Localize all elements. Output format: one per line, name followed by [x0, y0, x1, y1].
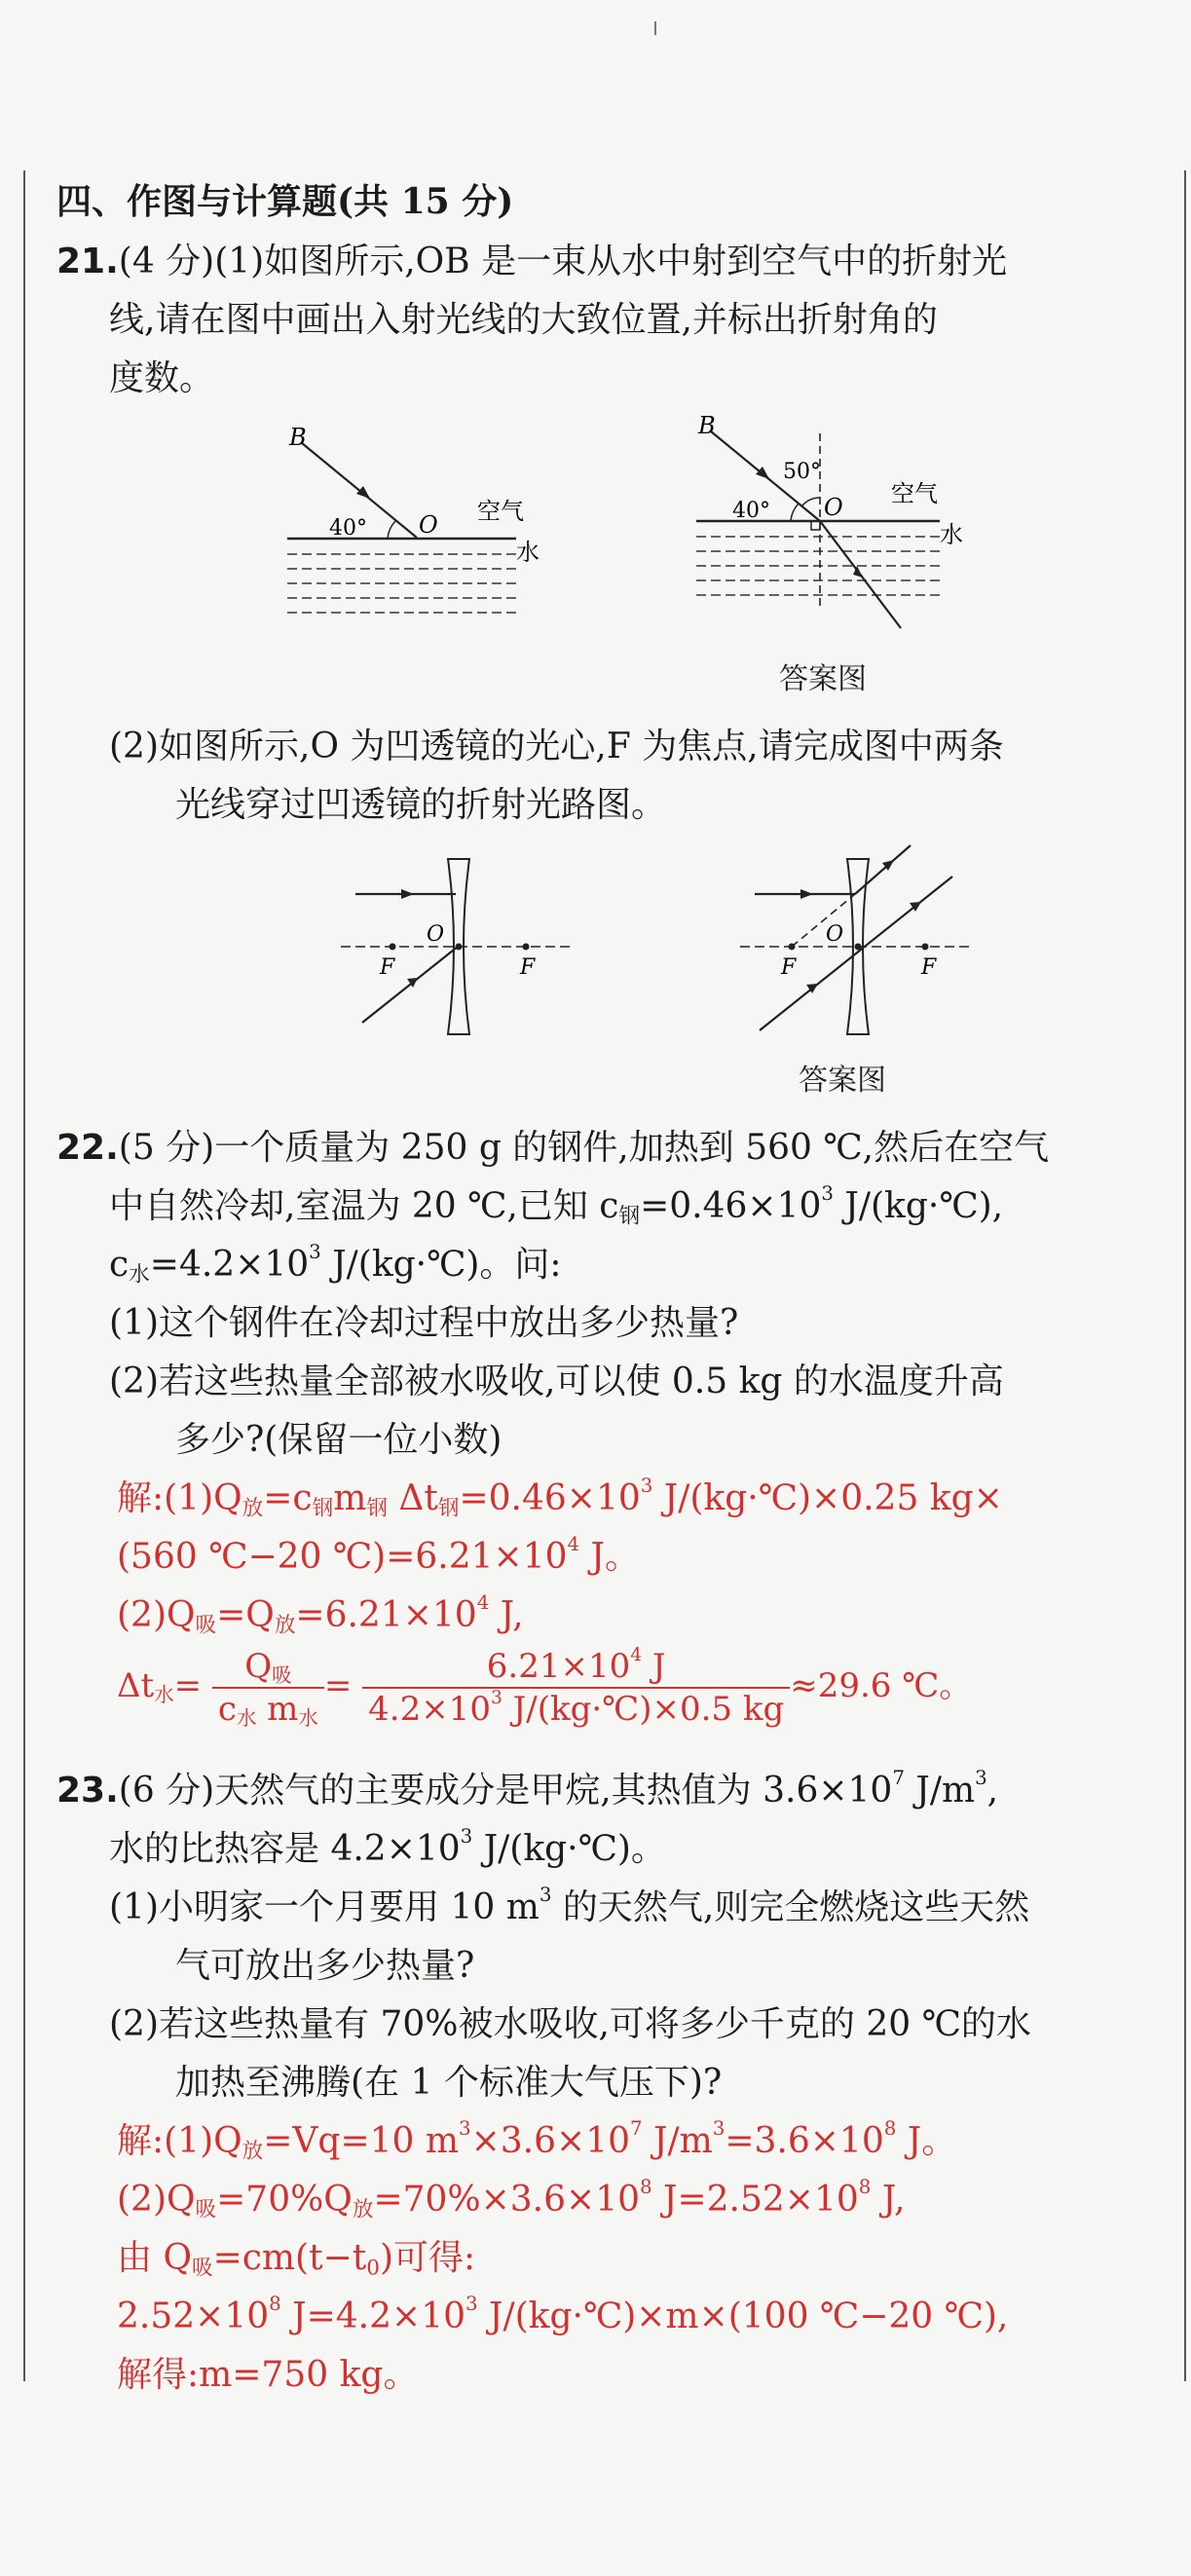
q22-line-3	[109, 1242, 562, 1288]
q22-solution-3	[117, 1592, 524, 1639]
q22-solution-fraction	[117, 1646, 972, 1730]
q22-line-1	[56, 1125, 1049, 1172]
t: J,	[489, 1595, 524, 1635]
q21-figure-refraction-answer	[682, 404, 993, 657]
t: ×3.6×10	[470, 2121, 630, 2161]
t: 解:(1)Q	[117, 1478, 242, 1518]
sub: 放	[242, 2139, 264, 2164]
label-water: 水	[516, 539, 540, 566]
sup: 3	[459, 2117, 471, 2141]
t: =cm(t−t	[212, 2238, 367, 2278]
q22-solution-1	[117, 1475, 1003, 1522]
label-angle-40: 40°	[732, 499, 770, 523]
t: (560 ℃−20 ℃)=6.21×10	[117, 1537, 568, 1577]
t: =c	[263, 1478, 313, 1518]
q21-figure-lens-answer	[730, 836, 993, 1045]
q22-part2-2: 多少?(保留一位小数)	[175, 1420, 502, 1460]
sub: 吸	[272, 1663, 292, 1688]
t: 解:(1)Q	[117, 2121, 242, 2161]
section-title: 四、作图与计算题(共 15 分)	[56, 181, 514, 222]
q23-line-1	[56, 1768, 998, 1814]
sup: 4	[476, 1591, 490, 1615]
label-o: O	[824, 494, 843, 521]
t: 2.52×10	[117, 2296, 270, 2336]
sub: 水	[298, 1706, 318, 1731]
t: Δt	[387, 1478, 438, 1518]
q23-solution-5: 解得:m=750 kg。	[117, 2355, 419, 2395]
label-f-left: F	[781, 955, 797, 980]
t: ≈29.6 ℃。	[790, 1666, 973, 1705]
q23-part2-1: (2)若这些热量有 70%被水吸收,可将多少千克的 20 ℃的水	[109, 2004, 1031, 2044]
t: )可得:	[379, 2238, 476, 2278]
sup: 3	[539, 1884, 552, 1907]
t: 由 Q	[117, 2238, 192, 2278]
sup: 3	[460, 1825, 473, 1848]
t: J/m	[642, 2121, 713, 2161]
q21-intro-3: 度数。	[109, 358, 215, 398]
label-angle-40: 40°	[329, 516, 367, 541]
t: 4.2×10	[368, 1690, 491, 1729]
sub: 放	[352, 2197, 374, 2222]
label-f-right: F	[520, 955, 536, 980]
t: =6.21×10	[295, 1595, 477, 1635]
t: =	[173, 1666, 203, 1705]
sub-steel: 钢	[618, 1204, 641, 1229]
label-f-right: F	[921, 955, 937, 980]
label-f-left: F	[380, 955, 395, 980]
q23-part2-2: 加热至沸腾(在 1 个标准大气压下)?	[175, 2063, 723, 2103]
sup: 3	[640, 1475, 653, 1498]
q22-number: 22.	[56, 1128, 119, 1168]
q21-intro-2: 线,请在图中画出入射光线的大致位置,并标出折射角的	[109, 300, 938, 340]
t: J=4.2×10	[280, 2296, 465, 2336]
q23-number: 23.	[56, 1771, 119, 1811]
sup: 3	[821, 1182, 834, 1206]
q21-line-1	[56, 239, 1007, 285]
q23-solution-3	[117, 2235, 475, 2282]
sup: 3	[712, 2117, 726, 2141]
fraction-1	[212, 1646, 324, 1730]
t: J	[642, 1647, 666, 1686]
q23-part1-1	[109, 1885, 1029, 1931]
t: =70%×3.6×10	[373, 2180, 641, 2220]
answer-caption-1: 答案图	[779, 662, 867, 696]
right-margin-rule	[1184, 170, 1186, 2381]
left-margin-rule	[23, 170, 25, 2381]
t: J=2.52×10	[651, 2180, 859, 2220]
sup: 8	[269, 2293, 281, 2316]
q21-number: 21.	[56, 242, 119, 281]
q23-line-2	[109, 1826, 666, 1873]
t: =0.46×10	[459, 1478, 641, 1518]
t: =	[323, 1666, 353, 1705]
sup: 7	[630, 2117, 643, 2141]
q23-solution-2	[117, 2177, 906, 2223]
t: J/m	[904, 1771, 976, 1811]
sub: 钢	[437, 1496, 460, 1521]
t: (2)Q	[117, 2180, 196, 2220]
t: ,	[986, 1771, 999, 1811]
q21-intro-1: (4 分)(1)如图所示,OB 是一束从水中射到空气中的折射光	[118, 242, 1008, 281]
q22-text-2b: =0.46×10	[640, 1186, 822, 1226]
label-air: 空气	[477, 498, 524, 525]
q23-solution-4	[117, 2294, 1008, 2340]
t: =Q	[216, 1595, 275, 1635]
t: J/(kg·℃)。	[472, 1829, 666, 1869]
fraction-2	[362, 1646, 790, 1730]
t: Q	[244, 1647, 273, 1686]
t: =Vq=10 m	[263, 2121, 460, 2161]
t: 6.21×10	[486, 1647, 631, 1686]
q23-part1-2: 气可放出多少热量?	[175, 1946, 475, 1986]
sub: 放	[242, 1496, 264, 1521]
q21-figure-refraction-question	[273, 414, 565, 648]
sub: 吸	[195, 1613, 217, 1638]
t: c	[217, 1690, 237, 1729]
label-air: 空气	[891, 480, 938, 507]
q22-text-1: (5 分)一个质量为 250 g 的钢件,加热到 560 ℃,然后在空气	[118, 1128, 1050, 1168]
sub: 水	[236, 1706, 257, 1731]
q22-line-2	[109, 1183, 1003, 1230]
label-o: O	[419, 511, 438, 539]
t: (2)Q	[117, 1595, 196, 1635]
q22-part2-1: (2)若这些热量全部被水吸收,可以使 0.5 kg 的水温度升高	[109, 1362, 1004, 1401]
t: Δt	[117, 1666, 155, 1705]
q22-text-2c: J/(kg·℃),	[833, 1186, 1004, 1226]
q22-solution-2	[117, 1534, 640, 1581]
sub: 吸	[195, 2197, 217, 2222]
t: J/(kg·℃)×0.5 kg	[502, 1690, 785, 1729]
sup: 4	[630, 1645, 643, 1666]
sub-water: 水	[129, 1262, 150, 1288]
q22-part1: (1)这个钢件在冷却过程中放出多少热量?	[109, 1303, 739, 1343]
q21-part2-2: 光线穿过凹透镜的折射光路图。	[175, 785, 667, 825]
sub: 吸	[191, 2256, 213, 2281]
sub: 0	[366, 2256, 380, 2281]
label-o: O	[427, 922, 445, 947]
t: J/(kg·℃)×0.25 kg×	[652, 1478, 1003, 1518]
sub: 钢	[312, 1496, 334, 1521]
q23-solution-1	[117, 2118, 956, 2165]
sup: 4	[567, 1533, 580, 1556]
q21-figure-lens-question	[341, 849, 594, 1044]
sup: 8	[640, 2176, 652, 2199]
sup: 8	[858, 2176, 872, 2199]
q22-text-3c: J/(kg·℃)。问:	[320, 1245, 562, 1285]
sub: 放	[274, 1613, 296, 1638]
page-tick-mark	[654, 21, 656, 35]
t: =70%Q	[216, 2180, 353, 2220]
label-water: 水	[940, 521, 963, 548]
t: J,	[871, 2180, 906, 2220]
sup: 3	[465, 2293, 478, 2316]
t: m	[333, 1478, 367, 1518]
t: J/(kg·℃)×m×(100 ℃−20 ℃),	[477, 2296, 1009, 2336]
label-b: B	[289, 424, 307, 451]
t: J。	[896, 2121, 957, 2161]
t: (1)小明家一个月要用 10 m	[109, 1887, 540, 1927]
q21-part2-1: (2)如图所示,O 为凹透镜的光心,F 为焦点,请完成图中两条	[109, 727, 1004, 766]
sup: 7	[892, 1767, 905, 1790]
t: =3.6×10	[725, 2121, 884, 2161]
sup: 3	[975, 1767, 987, 1790]
sup: 3	[309, 1241, 321, 1264]
label-o: O	[826, 922, 844, 947]
q22-text-3a: c	[109, 1245, 130, 1285]
sup: 3	[490, 1688, 502, 1709]
q22-text-2a: 中自然冷却,室温为 20 ℃,已知 c	[109, 1186, 619, 1226]
t: J。	[579, 1537, 640, 1577]
sup: 8	[883, 2117, 897, 2141]
t: 的天然气,则完全燃烧这些天然	[551, 1887, 1030, 1927]
t: m	[256, 1690, 299, 1729]
sub: 水	[154, 1683, 174, 1707]
label-angle-50: 50°	[783, 460, 821, 484]
answer-caption-2: 答案图	[799, 1064, 886, 1098]
q22-text-3b: =4.2×10	[149, 1245, 310, 1285]
label-b: B	[698, 412, 716, 439]
t: (6 分)天然气的主要成分是甲烷,其热值为 3.6×10	[118, 1771, 893, 1811]
sub: 钢	[366, 1496, 388, 1521]
t: 水的比热容是 4.2×10	[109, 1829, 461, 1869]
